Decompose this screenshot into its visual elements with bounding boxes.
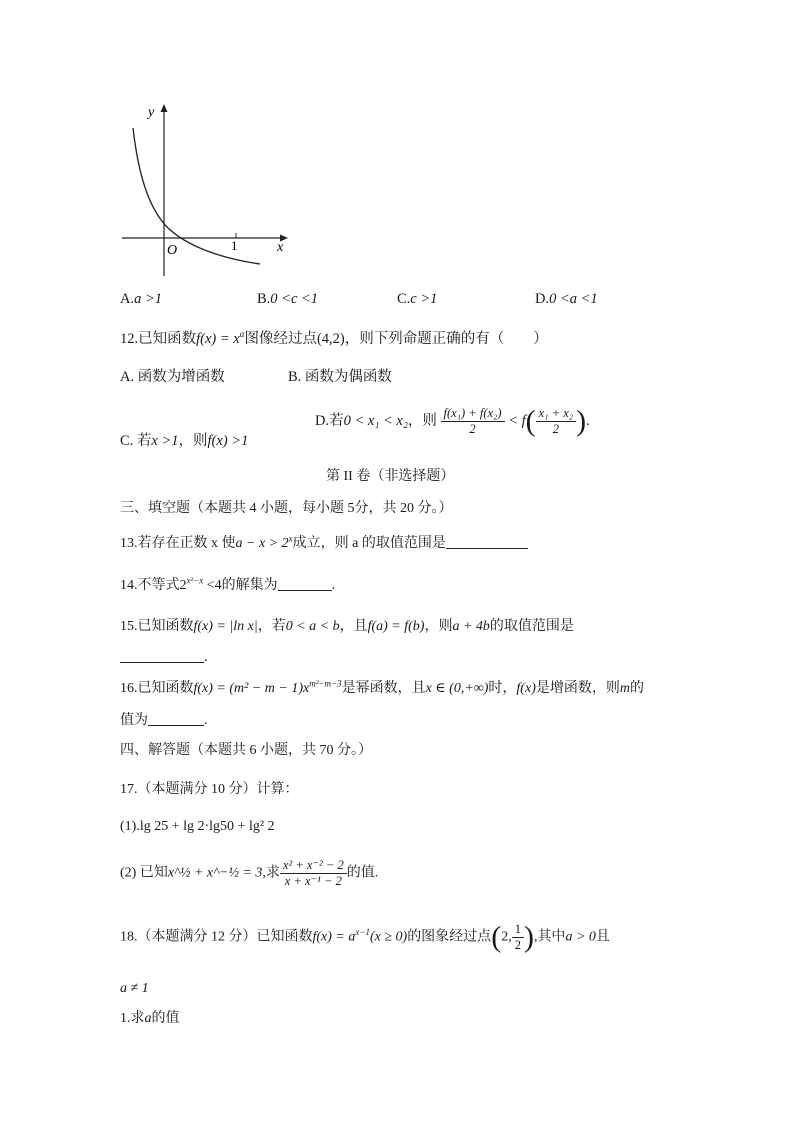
q18-fx: f(x) = a	[312, 929, 356, 945]
q16-mid3: 是增函数，则	[535, 681, 620, 696]
q15-line2	[120, 648, 208, 666]
fraction-denominator: x + x⁻¹ − 2	[284, 874, 342, 888]
q14: 14.不等式$2^{x^2-x} <4$的解集为 .	[120, 575, 336, 593]
q17-p2-expr: x^½ + x^−½ = 3	[167, 865, 263, 881]
question-number: 12.	[120, 331, 139, 347]
q15-expr: a + 4b	[452, 619, 490, 634]
q12-post: 图像经过点(4,2)，则下列命题正确的有（ ）	[244, 331, 548, 347]
option-expr: 0 <c <1	[270, 291, 319, 307]
opt-c-mid: ，则	[178, 433, 208, 449]
q17-part1: (1).lg 25 + lg 2·lg50 + lg² 2	[120, 819, 275, 834]
q17-part2	[120, 858, 378, 889]
q11-option-c	[397, 290, 437, 308]
y-label: y	[148, 105, 155, 120]
opt-d-pre: D.若	[315, 412, 344, 429]
q18-cond2: a > 0	[565, 929, 596, 945]
q12-option-d: D.若0 < x₁ < x₂，则 $\frac{\text{f(x₁) + f(x₂)}}{2}$ < f( $\frac{\text{x₁ + x₂}}{2}$ ).	[315, 404, 590, 438]
q15-fx: f(x) = |ln x|	[193, 619, 258, 634]
q18-mid: 的图象经过点	[407, 929, 492, 945]
q14-mid: <4	[203, 578, 222, 593]
q18-head: 18.（本题满分 12 分）已知函数	[120, 929, 313, 945]
fraction-numerator: f(x₁) + f(x₂)	[441, 406, 505, 422]
q12-option-c	[120, 432, 248, 450]
q18-line1: 18.（本题满分 12 分）已知函数$f(x) = a^{x-1}(x \ge 0)$的图象经过点(2, $\frac{1}{2}$ ),其中a > 0且	[120, 920, 610, 954]
section-3-title: 三、填空题（本题共 4 小题，每小题 5分，共 20 分。）	[120, 501, 453, 516]
option-expr: 0 <a <1	[549, 291, 598, 307]
opt-d-mid: ，则	[407, 412, 437, 429]
q11-option-a	[120, 290, 162, 308]
q16-mid2: 时，	[488, 681, 517, 696]
q16-line2	[120, 712, 208, 730]
q12-exponent: α	[239, 329, 245, 340]
q16-pre: 16.已知函数	[120, 681, 194, 696]
q14-post: 的解集为	[221, 578, 278, 593]
q18-post: ,其中	[533, 929, 566, 945]
opt-c-pre: C. 若	[120, 433, 152, 449]
fraction-numerator: x² + x⁻² − 2	[280, 858, 347, 874]
q18-exponent: x−1	[355, 927, 370, 938]
q16-answer-blank[interactable]	[148, 725, 204, 726]
q11-option-b	[257, 290, 318, 308]
fraction-denominator: 2	[552, 422, 560, 436]
q15-mid2: ，且	[339, 619, 368, 634]
q16-line2-text: 值为	[120, 713, 148, 728]
opt-d-fraction-right	[536, 406, 576, 437]
q14-base: 2	[179, 578, 187, 593]
q13-exponent: x	[288, 533, 293, 544]
q16-fx: f(x) = (m² − m − 1)x	[193, 681, 310, 696]
opt-c-cond: x >1	[151, 433, 179, 449]
fraction-numerator: 1	[512, 922, 524, 938]
q17-fraction	[280, 858, 347, 889]
opt-d-cond: 0 < x₁ < x₂	[343, 412, 408, 429]
q15-pre: 15.已知函数	[120, 619, 194, 634]
opt-d-end: .	[586, 412, 590, 429]
q12-option-b: B. 函数为偶函数	[288, 369, 392, 385]
x-label: x	[277, 240, 284, 255]
q18-post2: 且	[595, 929, 610, 945]
q18-point-fraction	[512, 922, 524, 953]
option-key: A.	[120, 291, 135, 307]
q16-fx2: f(x)	[516, 681, 536, 696]
q18-point-x: 2,	[501, 929, 512, 945]
q16-end: .	[204, 713, 208, 728]
q18-cond: (x ≥ 0)	[369, 929, 408, 945]
q12-stem	[120, 330, 548, 348]
origin-label: O	[167, 243, 178, 258]
curve	[133, 128, 260, 264]
q15-eq: f(a) = f(b)	[367, 619, 425, 634]
opt-d-fraction-left	[441, 406, 505, 437]
q17-head: 17.（本题满分 10 分）计算：	[120, 782, 299, 797]
option-key: D.	[535, 291, 550, 307]
q14-exponent: x²−x	[186, 575, 204, 586]
q15-post: 的取值范围是	[489, 619, 574, 634]
section-4-title: 四、解答题（本题共 6 小题，共 70 分。）	[120, 743, 372, 758]
q13	[120, 535, 528, 553]
q16-post: 的	[629, 681, 644, 696]
section-2-title: 第 II 卷（非选择题）	[326, 469, 455, 484]
q11-option-d	[535, 290, 598, 308]
option-expr: c >1	[410, 291, 438, 307]
fraction-numerator: x₁ + x₂	[536, 406, 576, 422]
q13-expr: a − x > 2	[235, 536, 289, 551]
option-key: B.	[257, 291, 271, 307]
q17-p2-post: 的值.	[346, 865, 379, 881]
q16	[120, 680, 644, 698]
q16-var: m	[619, 681, 630, 696]
y-axis-arrow	[161, 104, 168, 112]
q18-sub1-pre: 1.求	[120, 1011, 145, 1026]
q18-sub1-var: a	[144, 1011, 152, 1026]
q16-cond: x ∈ (0,+∞)	[425, 681, 489, 696]
q12-pre: 已知函数	[138, 331, 197, 347]
opt-d-lt: < f	[508, 412, 526, 429]
q17-p2-mid: ,求	[262, 865, 280, 881]
fraction-denominator: 2	[514, 938, 521, 952]
q18-sub1-post: 的值	[151, 1011, 180, 1026]
q15-mid1: ，若	[257, 619, 286, 634]
tick-label-1: 1	[231, 238, 238, 253]
q16-exponent: m²−m−3	[309, 678, 342, 689]
q15-end: .	[204, 649, 208, 665]
option-expr: a >1	[134, 291, 163, 307]
q14-answer-blank[interactable]	[278, 590, 332, 591]
q12-option-a: A. 函数为增函数	[120, 369, 225, 385]
q13-pre: 13.若存在正数 x 使	[120, 536, 236, 551]
q13-answer-blank[interactable]	[446, 548, 528, 549]
q15-cond: 0 < a < b	[285, 619, 340, 634]
q13-post: 成立，则 a 的取值范围是	[292, 536, 446, 551]
q15-answer-blank[interactable]	[120, 662, 204, 663]
q15-mid3: ，则	[424, 619, 453, 634]
q18-sub1	[120, 1010, 180, 1028]
q17-p2-pre: (2) 已知	[120, 865, 168, 881]
opt-c-res: f(x) >1	[207, 433, 249, 449]
q18-line2: a ≠ 1	[120, 981, 149, 996]
option-key: C.	[397, 291, 411, 307]
fraction-denominator: 2	[469, 422, 476, 436]
function-graph	[118, 100, 293, 278]
q14-pre: 14.不等式	[120, 578, 180, 593]
q16-mid1: 是幂函数，且	[341, 681, 426, 696]
q12-fx: f(x) = x	[196, 331, 240, 347]
q15	[120, 618, 574, 636]
